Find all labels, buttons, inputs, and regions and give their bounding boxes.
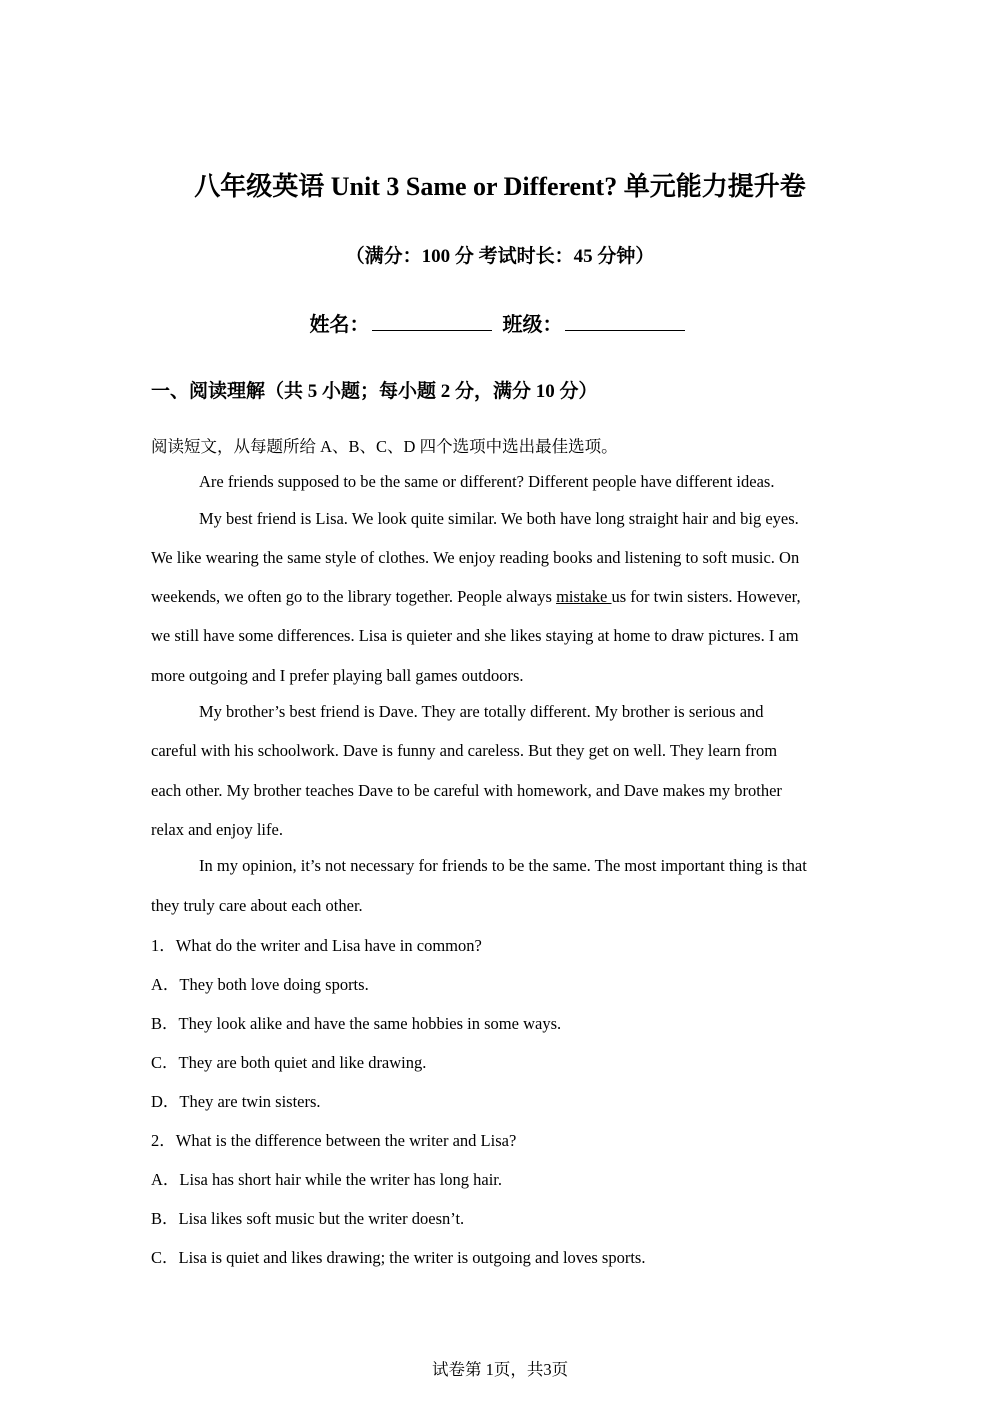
underlined-word: mistake <box>556 587 612 606</box>
answer-option[interactable]: C．They are both quiet and like drawing. <box>151 1053 427 1072</box>
answer-option[interactable]: A．They both love doing sports. <box>151 975 369 994</box>
answer-option[interactable]: A．Lisa has short hair while the writer has long hair. <box>151 1170 503 1189</box>
section-instruction: 阅读短文，从每题所给 A、B、C、D 四个选项中选出最佳选项。 <box>151 437 618 456</box>
class-blank[interactable] <box>565 312 685 331</box>
passage-line: My best friend is Lisa. We look quite similar. We both have long straight hair and big eyes. <box>199 509 799 528</box>
class-label: 班级： <box>502 314 563 336</box>
question-stem: 1．What do the writer and Lisa have in common? <box>151 936 482 955</box>
passage-line: relax and enjoy life. <box>151 820 283 839</box>
name-blank[interactable] <box>372 312 492 331</box>
question-stem: 2．What is the difference between the writer and Lisa? <box>151 1131 517 1150</box>
passage-line <box>151 587 801 607</box>
name-label: 姓名： <box>309 314 370 336</box>
passage-line: Are friends supposed to be the same or different? Different people have different ideas. <box>199 472 775 491</box>
section-heading: 一、阅读理解（共 5 小题；每小题 2 分，满分 10 分） <box>151 381 598 402</box>
name-class-row <box>0 308 1000 337</box>
exam-info: （满分：100 分 考试时长：45 分钟） <box>345 246 655 267</box>
passage-line: We like wearing the same style of clothes. We enjoy reading books and listening to soft music. On <box>151 548 800 567</box>
passage-line: My brother’s best friend is Dave. They are totally different. My brother is serious and <box>199 702 764 721</box>
passage-line: they truly care about each other. <box>151 896 363 915</box>
answer-option[interactable]: B．They look alike and have the same hobbies in some ways. <box>151 1014 562 1033</box>
passage-text: us for twin sisters. However, <box>611 587 801 606</box>
page-title: 八年级英语 Unit 3 Same or Different? 单元能力提升卷 <box>194 172 806 201</box>
passage-line: In my opinion, it’s not necessary for friends to be the same. The most important thing is that <box>199 856 807 875</box>
page-footer: 试卷第 1页，共3页 <box>431 1360 569 1379</box>
passage-line: careful with his schoolwork. Dave is funny and careless. But they get on well. They learn from <box>151 741 778 760</box>
answer-option[interactable]: B．Lisa likes soft music but the writer doesn’t. <box>151 1209 465 1228</box>
passage-text: weekends, we often go to the library together. People always <box>151 587 557 606</box>
passage-line: each other. My brother teaches Dave to be careful with homework, and Dave makes my brother <box>151 781 782 800</box>
passage-line: we still have some differences. Lisa is quieter and she likes staying at home to draw pictures. I am <box>151 626 799 645</box>
passage-line: more outgoing and I prefer playing ball games outdoors. <box>151 666 524 685</box>
answer-option[interactable]: C．Lisa is quiet and likes drawing; the writer is outgoing and loves sports. <box>151 1248 646 1267</box>
answer-option[interactable]: D．They are twin sisters. <box>151 1092 321 1111</box>
